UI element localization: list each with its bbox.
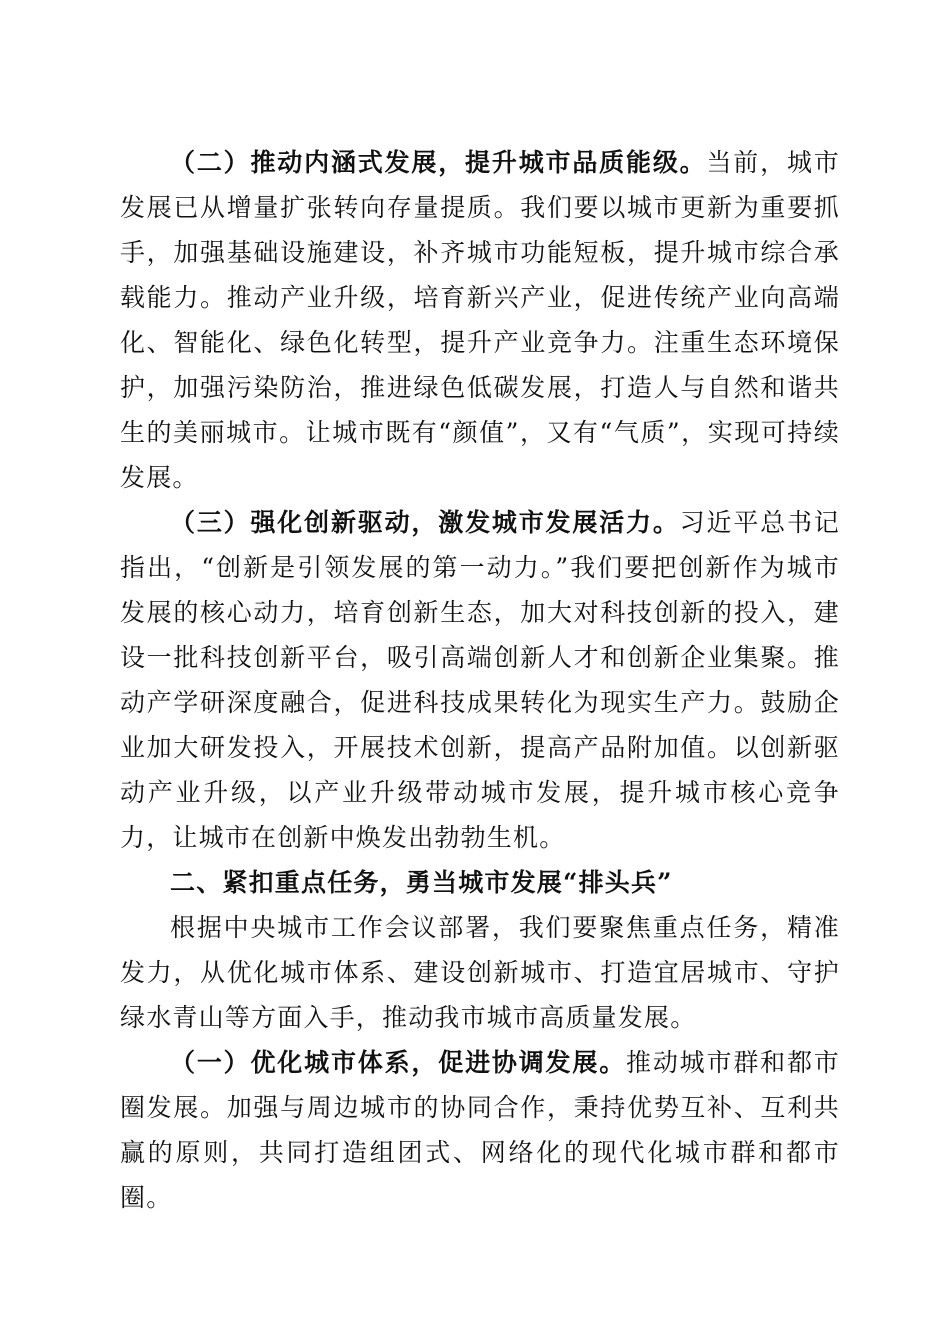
paragraph-optimize-city-system <box>120 1040 840 1220</box>
paragraph-innovation-driven <box>120 500 840 860</box>
paragraph-text: 当前，城市发展已从增量扩张转向存量提质。我们要以城市更新为重要抓手，加强基础设施建设，补齐城市功能短板，提升城市综合承载能力。推动产业升级，培育新兴产业，促进传统产业向高端化、智能化、绿色化转型，提升产业竞争力。注重生态环境保护，加强污染防治，推进绿色低碳发展，打造人与自然和谐共生的美丽城市。让城市既有“颜值”，又有“气质”，实现可持续发展。 <box>120 148 840 492</box>
paragraph-lead: （一）优化城市体系，促进协调发展。 <box>170 1048 627 1077</box>
paragraph-inner-development <box>120 140 840 500</box>
section-intro-paragraph: 根据中央城市工作会议部署，我们要聚焦重点任务，精准发力，从优化城市体系、建设创新城市、打造宜居城市、守护绿水青山等方面入手，推动我市城市高质量发展。 <box>120 913 840 1032</box>
document-body <box>120 140 840 1220</box>
paragraph-text: 习近平总书记指出，“创新是引领发展的第一动力。”我们要把创新作为城市发展的核心动力，培育创新生态，加大对科技创新的投入，建设一批科技创新平台，吸引高端创新人才和创新企业集聚。推动产学研深度融合，促进科技成果转化为现实生产力。鼓励企业加大研发投入，开展技术创新，提高产品附加值。以创新驱动产业升级，以产业升级带动城市发展，提升城市核心竞争力，让城市在创新中焕发出勃勃生机。 <box>120 508 840 852</box>
paragraph-text: 推动城市群和都市圈发展。加强与周边城市的协同合作，秉持优势互补、互利共赢的原则，共同打造组团式、网络化的现代化城市群和都市圈。 <box>120 1048 840 1212</box>
section-heading: 二、紧扣重点任务，勇当城市发展“排头兵” <box>170 868 673 897</box>
paragraph-lead: （三）强化创新驱动，激发城市发展活力。 <box>170 508 680 537</box>
paragraph-lead: （二）推动内涵式发展，提升城市品质能级。 <box>170 148 707 177</box>
